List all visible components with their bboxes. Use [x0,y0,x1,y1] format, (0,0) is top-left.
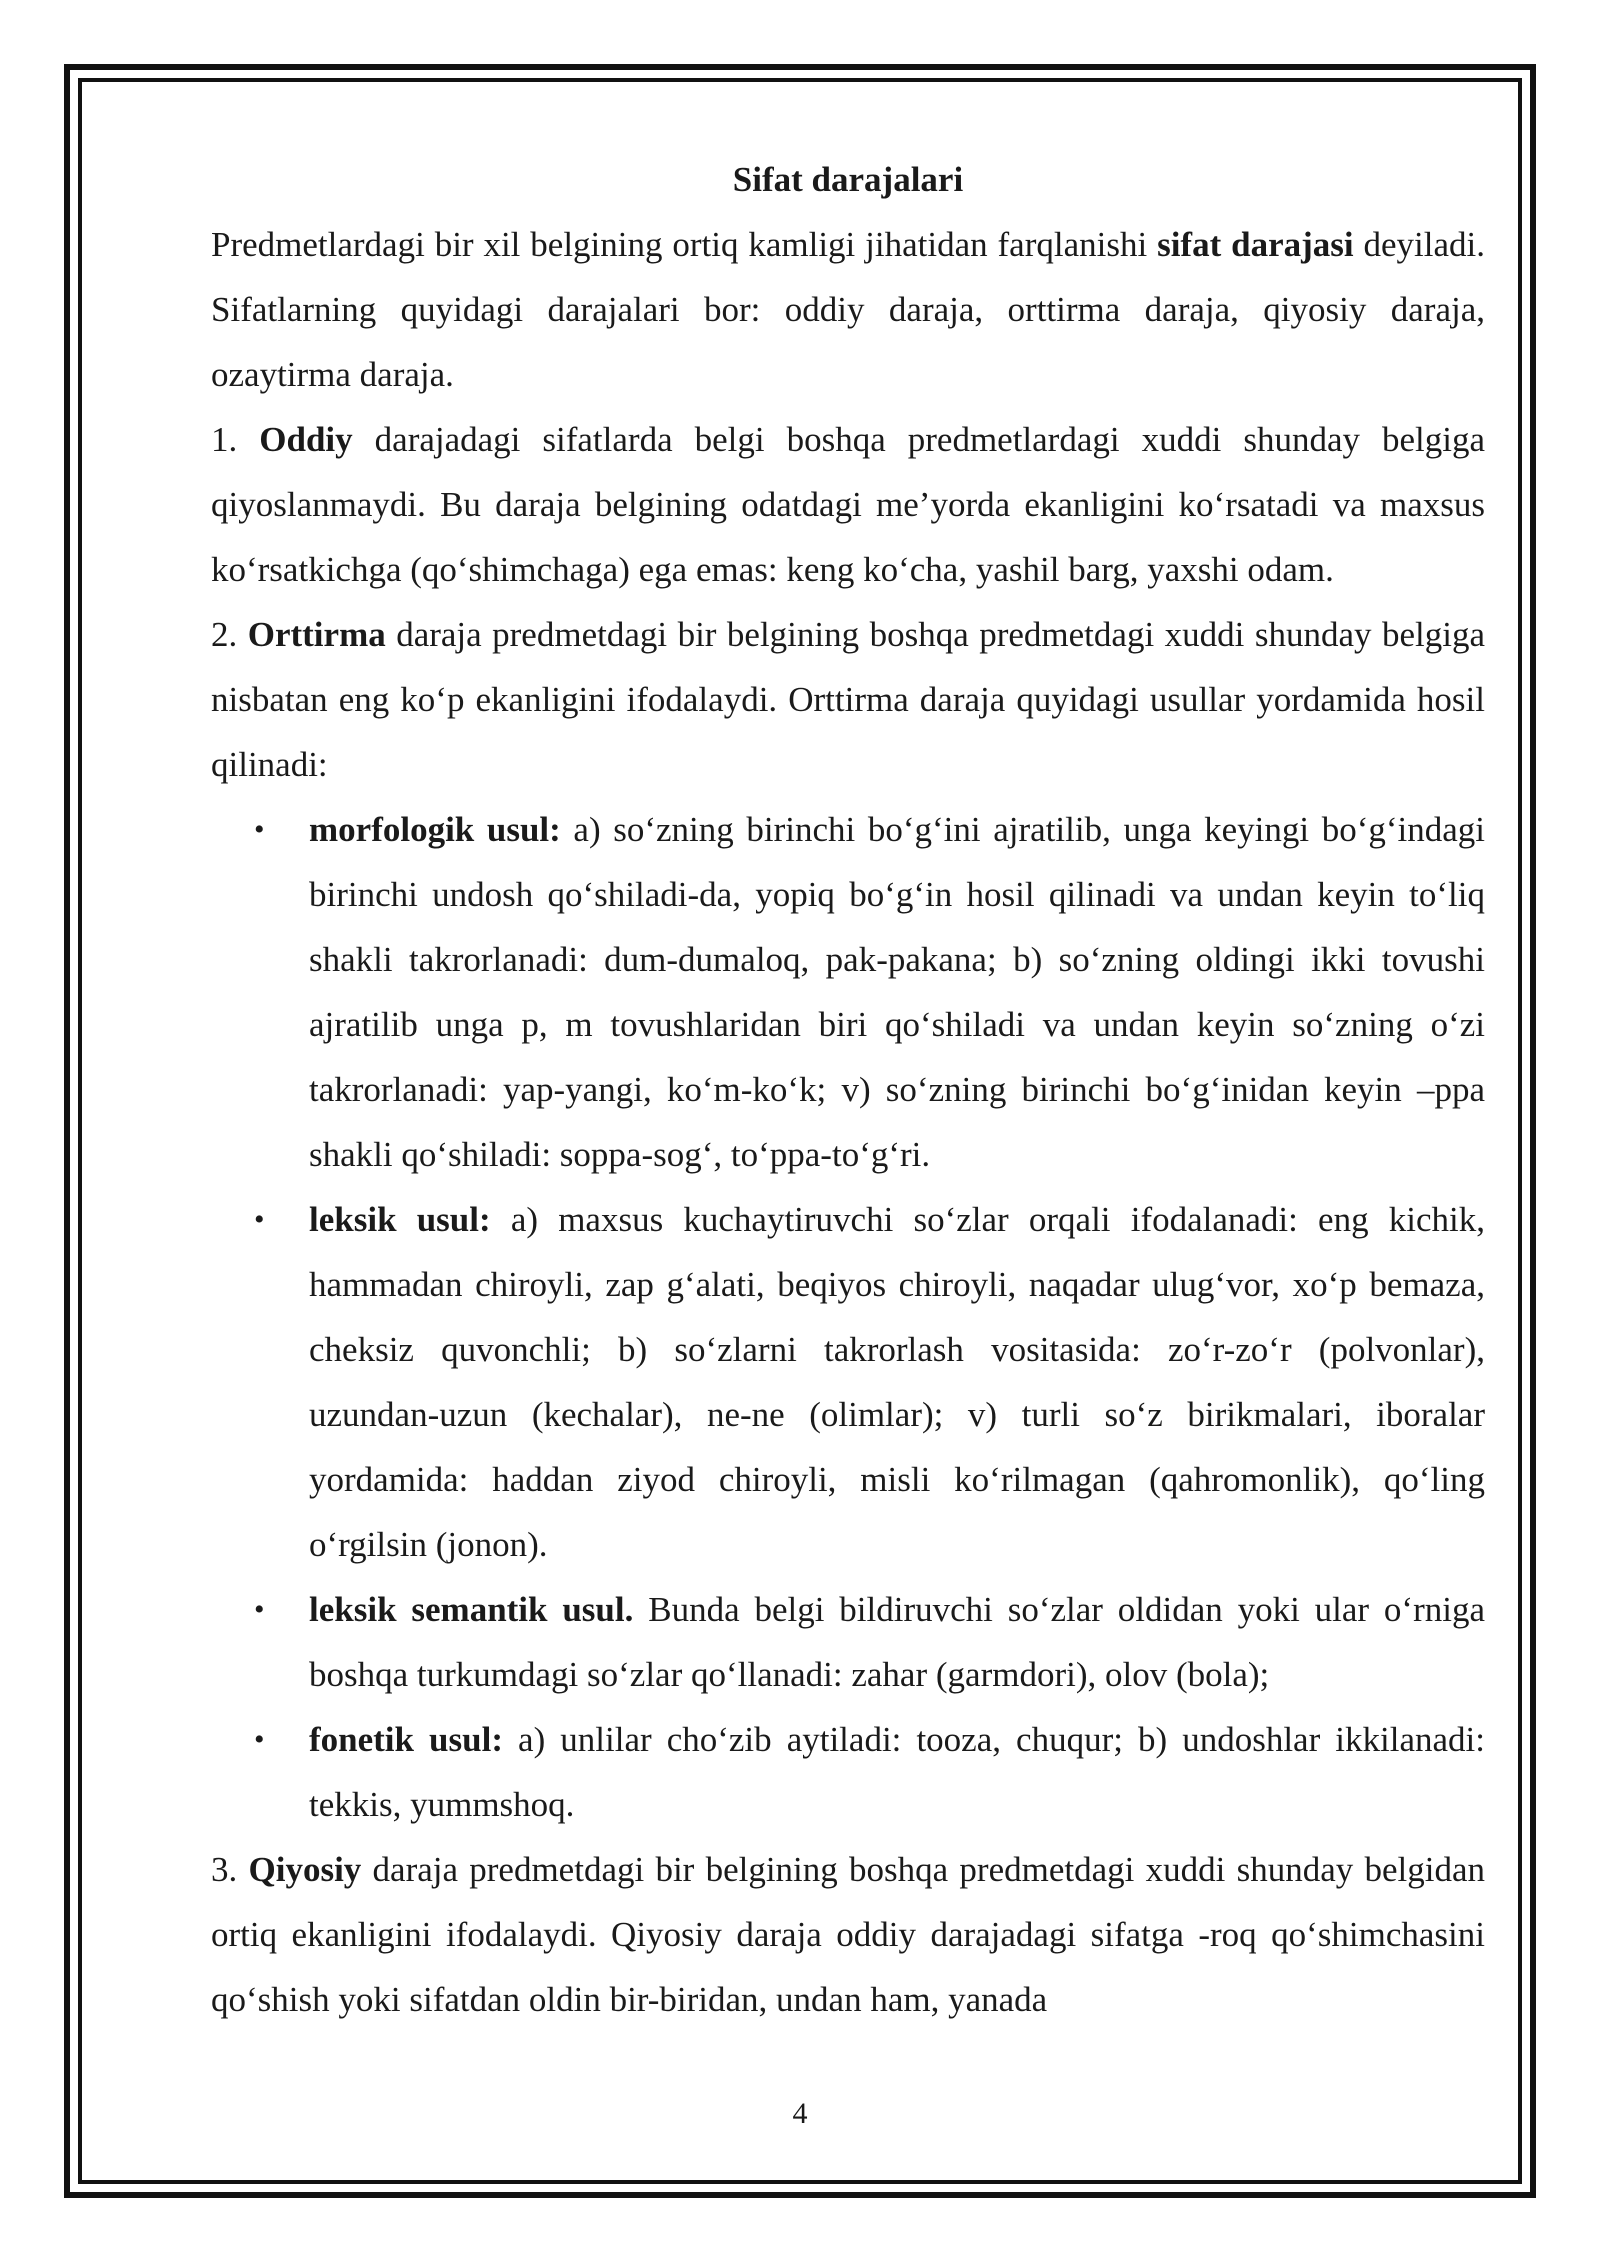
method-text: a) so‘zning birinchi bo‘g‘ini ajratilib, unga keyingi bo‘g‘indagi birinchi undosh qo‘shiladi-da, yopiq bo‘g‘in hosil qilinadi va undan keyin to‘liq shakli takrorlanadi: dum-dumaloq, pak-pakana; b) so‘zning oldingi ikki tovushi ajratilib unga p, m tovushlaridan biri qo‘shiladi va undan keyin so‘zning o‘zi takrorlanadi: yap-yangi, ko‘m-ko‘k; v) so‘zning birinchi bo‘g‘inidan keyin –ppa shakli qo‘shiladi: soppa-sog‘, to‘ppa-to‘g‘ri. [309,810,1485,1174]
method-label: fonetik usul: [309,1720,503,1759]
degree-qiyosiy-number: 3. [211,1850,249,1889]
method-label: leksik usul: [309,1200,491,1239]
intro-text: Predmetlardagi bir xil belgining ortiq kamligi jihatidan farqlanishi [211,225,1158,264]
degree-orttirma-text: daraja predmetdagi bir belgining boshqa predmetdagi xuddi shunday belgiga nisbatan eng ko‘p ekanligini ifodalaydi. Orttirma daraja quyidagi usullar yordamida hosil qilinadi: [211,615,1485,784]
degree-qiyosiy-term: Qiyosiy [248,1850,362,1889]
method-label: morfologik usul: [309,810,561,849]
degree-oddiy-term: Oddiy [259,420,353,459]
intro-text-continued: deyiladi. Sifatlarning quyidagi darajalari bor: oddiy daraja, orttirma daraja, qiyosiy daraja, ozaytirma daraja. [211,225,1485,394]
degree-qiyosiy-paragraph [211,1837,1485,2032]
bullet-icon: • [254,813,265,846]
degree-oddiy-paragraph [211,407,1485,602]
degree-orttirma-paragraph [211,602,1485,797]
method-label: leksik semantik usul. [309,1590,634,1629]
bullet-icon: • [254,1723,265,1756]
list-item-leksik-semantik [254,1577,1485,1707]
degree-oddiy-text: darajadagi sifatlarda belgi boshqa predmetlardagi xuddi shunday belgiga qiyoslanmaydi. Bu daraja belgining odatdagi me’yorda ekanligini ko‘rsatadi va maxsus ko‘rsatkichga (qo‘shimchaga) ega emas: keng ko‘cha, yashil barg, yaxshi odam. [211,420,1486,589]
methods-list [211,797,1485,1837]
degree-orttirma-number: 2. [211,615,248,654]
degree-qiyosiy-text: daraja predmetdagi bir belgining boshqa predmetdagi xuddi shunday belgidan ortiq ekanligini ifodalaydi. Qiyosiy daraja oddiy darajadagi sifatga -roq qo‘shimchasini qo‘shish yoki sifatdan oldin bir-biridan, undan ham, yanada [211,1850,1485,2019]
bullet-icon: • [254,1593,265,1626]
page-title: Sifat darajalari [732,160,964,199]
document-body [211,147,1485,2032]
degree-orttirma-term: Orttirma [247,615,386,654]
intro-paragraph [211,212,1485,407]
method-text: Bunda belgi bildiruvchi so‘zlar oldidan yoki ular o‘rniga boshqa turkumdagi so‘zlar qo‘llanadi: zahar (garmdori), olov (bola); [309,1590,1485,1694]
method-text: a) maxsus kuchaytiruvchi so‘zlar orqali ifodalanadi: eng kichik, hammadan chiroyli, zap g‘alati, beqiyos chiroyli, naqadar ulug‘vor, xo‘p bemaza, cheksiz quvonchli; b) so‘zlarni takrorlash vositasida: zo‘r-zo‘r (polvonlar), uzundan-uzun (kechalar), ne-ne (olimlar); v) turli so‘z birikmalari, iboralar yordamida: haddan ziyod chiroyli, misli ko‘rilmagan (qahromonlik), qo‘ling o‘rgilsin (jonon). [309,1200,1485,1564]
bullet-icon: • [254,1203,265,1236]
degree-oddiy-number: 1. [211,420,260,459]
list-item-leksik [254,1187,1485,1577]
list-item-morfologik [254,797,1485,1187]
intro-term: sifat darajasi [1157,225,1354,264]
page-number: 4 [792,2097,808,2130]
list-item-fonetik [254,1707,1485,1837]
method-text: a) unlilar cho‘zib aytiladi: tooza, chuqur; b) undoshlar ikkilanadi: tekkis, yummshoq. [309,1720,1485,1824]
